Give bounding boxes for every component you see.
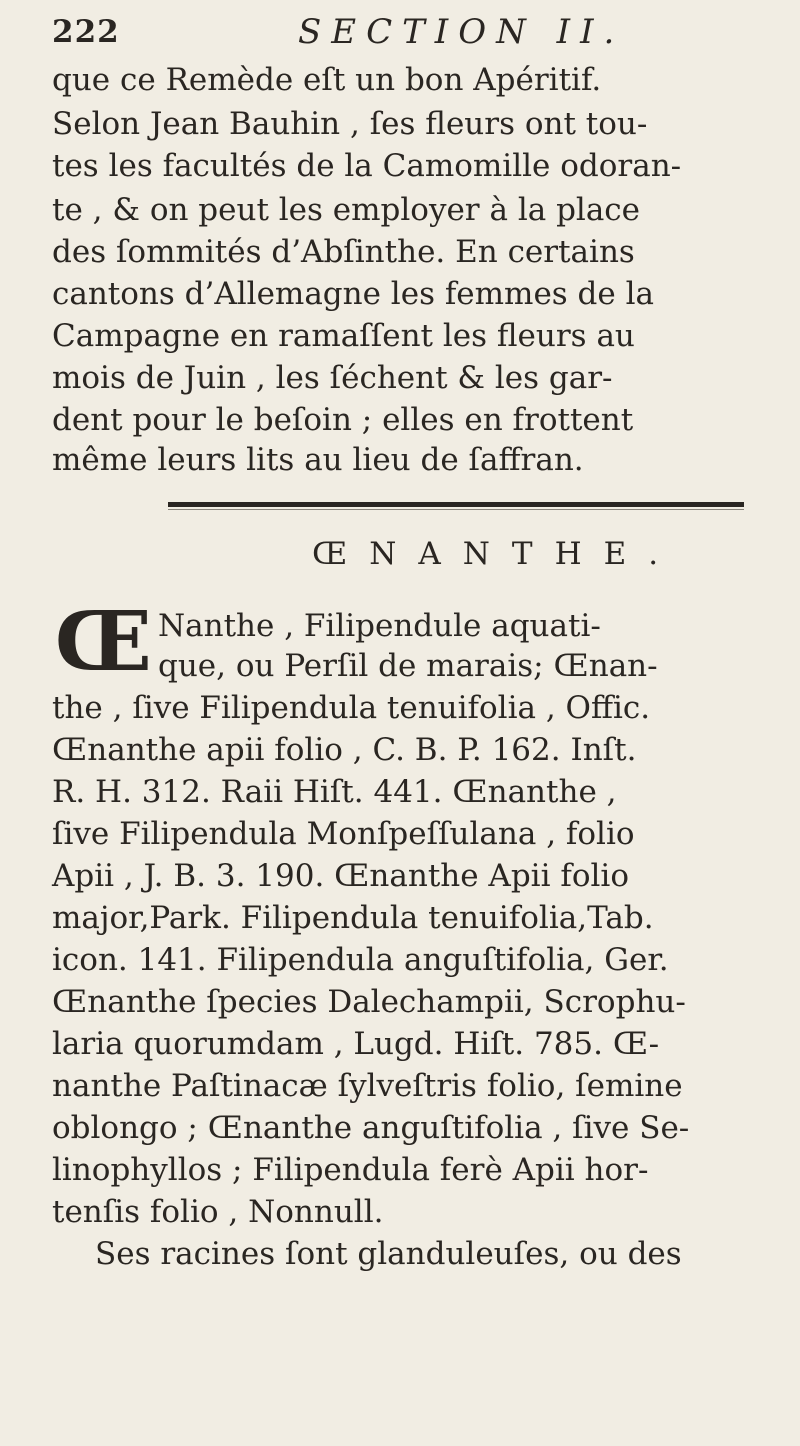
- section-title: SECTION II.: [298, 12, 625, 52]
- text-line: Œnanthe ſpecies Dalechampii, Scrophu-: [52, 984, 686, 1020]
- text-line: major,Park. Filipendula tenuifolia,Tab.: [52, 900, 654, 936]
- section-divider: [168, 502, 744, 507]
- text-line: Nanthe , Filipendule aquati-: [158, 608, 601, 644]
- text-line: Campagne en ramaſſent les fleurs au: [52, 318, 635, 354]
- text-line: the , ſive Filipendula tenuifolia , Offic.: [52, 690, 651, 726]
- text-line: cantons d’Allemagne les femmes de la: [52, 276, 654, 312]
- text-line: ſive Filipendula Monſpeſſulana , folio: [52, 816, 635, 852]
- text-line: dent pour le beſoin ; elles en frottent: [52, 402, 634, 438]
- text-line: Apii , J. B. 3. 190. Œnanthe Apii folio: [52, 858, 629, 894]
- text-line: Selon Jean Bauhin , ſes fleurs ont tou-: [52, 106, 648, 142]
- text-line: des ſommités d’Abſinthe. En certains: [52, 234, 635, 270]
- page-number: 222: [52, 14, 120, 50]
- text-line: R. H. 312. Raii Hiſt. 441. Œnanthe ,: [52, 774, 617, 810]
- entry-title: ŒNANTHE.: [312, 536, 681, 572]
- text-line: que ce Remède eſt un bon Apéritif.: [52, 62, 602, 98]
- text-line: tes les facultés de la Camomille odoran-: [52, 148, 682, 184]
- text-line: mois de Juin , les ſéchent & les gar-: [52, 360, 613, 396]
- text-line: laria quorumdam , Lugd. Hiſt. 785. Œ-: [52, 1026, 660, 1062]
- running-header: [52, 10, 760, 58]
- section-divider-thin: [168, 509, 744, 510]
- text-line: linophyllos ; Filipendula ferè Apii hor-: [52, 1152, 649, 1188]
- text-line: nanthe Paſtinacæ ſylveſtris folio, ſemine: [52, 1068, 683, 1104]
- text-line: tenſis folio , Nonnull.: [52, 1194, 384, 1230]
- text-line: Ses racines ſont glanduleuſes, ou des: [95, 1236, 682, 1272]
- text-line: même leurs lits au lieu de ſaffran.: [52, 442, 584, 478]
- text-line: que, ou Perſil de marais; Œnan-: [158, 648, 658, 684]
- text-line: Œnanthe apii folio , C. B. P. 162. Inſt.: [52, 732, 637, 768]
- text-line: te , & on peut les employer à la place: [52, 192, 641, 228]
- text-line: oblongo ; Œnanthe anguſtifolia , ſive Se-: [52, 1110, 690, 1146]
- drop-cap: Œ: [55, 594, 152, 690]
- text-line: icon. 141. Filipendula anguſtifolia, Ger.: [52, 942, 669, 978]
